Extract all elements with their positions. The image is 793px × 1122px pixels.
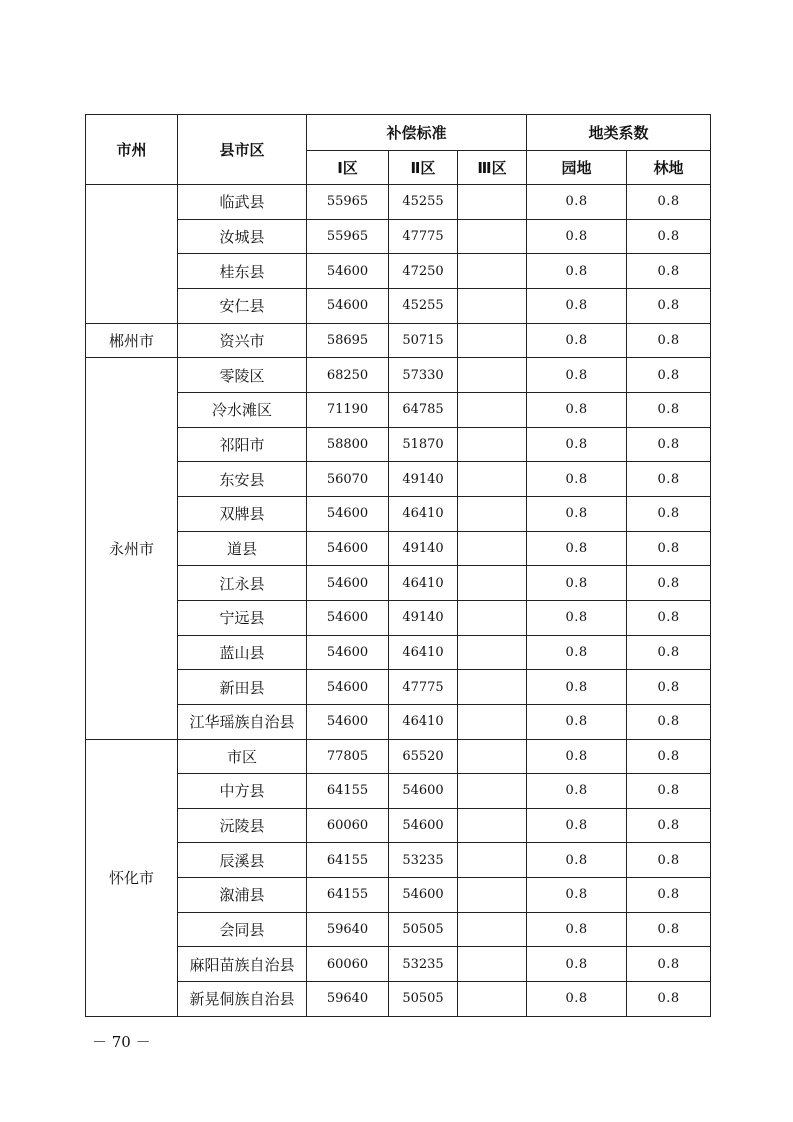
table-row (86, 358, 711, 393)
zone3-cell (458, 427, 527, 462)
zone1-cell: 64155 (307, 878, 389, 913)
forest-coef-cell: 0.8 (627, 323, 711, 358)
county-cell: 新田县 (178, 670, 307, 705)
zone1-cell: 54600 (307, 288, 389, 323)
county-cell: 冷水滩区 (178, 392, 307, 427)
zone3-cell (458, 566, 527, 601)
zone1-cell: 54600 (307, 531, 389, 566)
zone2-cell: 51870 (389, 427, 458, 462)
header-row-1 (86, 115, 711, 151)
zone1-cell: 71190 (307, 392, 389, 427)
zone2-cell: 49140 (389, 531, 458, 566)
forest-coef-cell: 0.8 (627, 739, 711, 774)
header-zone2: Ⅱ区 (389, 151, 458, 185)
county-cell: 溆浦县 (178, 878, 307, 913)
zone1-cell: 68250 (307, 358, 389, 393)
zone3-cell (458, 323, 527, 358)
zone3-cell (458, 254, 527, 289)
zone3-cell (458, 670, 527, 705)
county-cell: 资兴市 (178, 323, 307, 358)
garden-coef-cell: 0.8 (527, 427, 627, 462)
zone1-cell: 64155 (307, 774, 389, 809)
zone3-cell (458, 496, 527, 531)
table-row (86, 288, 711, 323)
header-forest: 林地 (627, 151, 711, 185)
zone1-cell: 54600 (307, 704, 389, 739)
zone1-cell: 58800 (307, 427, 389, 462)
table-row (86, 878, 711, 913)
table-row (86, 670, 711, 705)
zone1-cell: 59640 (307, 982, 389, 1017)
zone2-cell: 53235 (389, 843, 458, 878)
zone2-cell: 64785 (389, 392, 458, 427)
compensation-table (85, 114, 711, 1017)
zone1-cell: 64155 (307, 843, 389, 878)
forest-coef-cell: 0.8 (627, 878, 711, 913)
county-cell: 市区 (178, 739, 307, 774)
zone2-cell: 49140 (389, 462, 458, 497)
forest-coef-cell: 0.8 (627, 947, 711, 982)
forest-coef-cell: 0.8 (627, 185, 711, 220)
garden-coef-cell: 0.8 (527, 774, 627, 809)
zone1-cell: 54600 (307, 566, 389, 601)
county-cell: 临武县 (178, 185, 307, 220)
zone2-cell: 45255 (389, 288, 458, 323)
zone1-cell: 77805 (307, 739, 389, 774)
county-cell: 零陵区 (178, 358, 307, 393)
zone2-cell: 47250 (389, 254, 458, 289)
zone1-cell: 54600 (307, 670, 389, 705)
table-row (86, 600, 711, 635)
forest-coef-cell: 0.8 (627, 288, 711, 323)
header-zone1: Ⅰ区 (307, 151, 389, 185)
zone1-cell: 54600 (307, 635, 389, 670)
city-cell: 怀化市 (86, 739, 178, 1016)
county-cell: 会同县 (178, 912, 307, 947)
table-row (86, 219, 711, 254)
header-garden: 园地 (527, 151, 627, 185)
forest-coef-cell: 0.8 (627, 219, 711, 254)
page-number: － 70 － (92, 1033, 151, 1051)
zone3-cell (458, 739, 527, 774)
table-row (86, 531, 711, 566)
forest-coef-cell: 0.8 (627, 566, 711, 601)
zone2-cell: 57330 (389, 358, 458, 393)
garden-coef-cell: 0.8 (527, 878, 627, 913)
county-cell: 祁阳市 (178, 427, 307, 462)
zone3-cell (458, 912, 527, 947)
zone2-cell: 45255 (389, 185, 458, 220)
zone2-cell: 50505 (389, 912, 458, 947)
zone3-cell (458, 982, 527, 1017)
zone3-cell (458, 600, 527, 635)
garden-coef-cell: 0.8 (527, 531, 627, 566)
zone2-cell: 46410 (389, 635, 458, 670)
garden-coef-cell: 0.8 (527, 254, 627, 289)
garden-coef-cell: 0.8 (527, 808, 627, 843)
zone3-cell (458, 531, 527, 566)
zone3-cell (458, 358, 527, 393)
forest-coef-cell: 0.8 (627, 982, 711, 1017)
table-row (86, 704, 711, 739)
garden-coef-cell: 0.8 (527, 600, 627, 635)
table-row (86, 254, 711, 289)
county-cell: 汝城县 (178, 219, 307, 254)
table-row (86, 392, 711, 427)
county-cell: 安仁县 (178, 288, 307, 323)
zone1-cell: 54600 (307, 254, 389, 289)
forest-coef-cell: 0.8 (627, 254, 711, 289)
forest-coef-cell: 0.8 (627, 635, 711, 670)
forest-coef-cell: 0.8 (627, 843, 711, 878)
header-city: 市州 (86, 115, 178, 185)
city-cell: 郴州市 (86, 323, 178, 358)
zone2-cell: 47775 (389, 219, 458, 254)
table-row (86, 843, 711, 878)
forest-coef-cell: 0.8 (627, 427, 711, 462)
zone2-cell: 47775 (389, 670, 458, 705)
forest-coef-cell: 0.8 (627, 462, 711, 497)
city-cell: 永州市 (86, 358, 178, 739)
forest-coef-cell: 0.8 (627, 808, 711, 843)
zone1-cell: 54600 (307, 600, 389, 635)
garden-coef-cell: 0.8 (527, 323, 627, 358)
zone3-cell (458, 947, 527, 982)
county-cell: 宁远县 (178, 600, 307, 635)
county-cell: 东安县 (178, 462, 307, 497)
forest-coef-cell: 0.8 (627, 496, 711, 531)
zone3-cell (458, 462, 527, 497)
garden-coef-cell: 0.8 (527, 566, 627, 601)
zone1-cell: 60060 (307, 947, 389, 982)
garden-coef-cell: 0.8 (527, 843, 627, 878)
zone3-cell (458, 878, 527, 913)
county-cell: 中方县 (178, 774, 307, 809)
zone3-cell (458, 808, 527, 843)
table-row (86, 982, 711, 1017)
zone3-cell (458, 392, 527, 427)
zone2-cell: 54600 (389, 808, 458, 843)
forest-coef-cell: 0.8 (627, 392, 711, 427)
table-row (86, 947, 711, 982)
county-cell: 江华瑶族自治县 (178, 704, 307, 739)
garden-coef-cell: 0.8 (527, 392, 627, 427)
garden-coef-cell: 0.8 (527, 462, 627, 497)
garden-coef-cell: 0.8 (527, 185, 627, 220)
county-cell: 道县 (178, 531, 307, 566)
zone1-cell: 60060 (307, 808, 389, 843)
zone2-cell: 50505 (389, 982, 458, 1017)
county-cell: 江永县 (178, 566, 307, 601)
zone2-cell: 46410 (389, 566, 458, 601)
zone1-cell: 58695 (307, 323, 389, 358)
garden-coef-cell: 0.8 (527, 288, 627, 323)
header-coef: 地类系数 (527, 115, 711, 151)
county-cell: 新晃侗族自治县 (178, 982, 307, 1017)
table-row (86, 323, 711, 358)
header-zone3: Ⅲ区 (458, 151, 527, 185)
zone1-cell: 55965 (307, 185, 389, 220)
county-cell: 双牌县 (178, 496, 307, 531)
table-row (86, 808, 711, 843)
county-cell: 蓝山县 (178, 635, 307, 670)
zone2-cell: 49140 (389, 600, 458, 635)
zone2-cell: 54600 (389, 774, 458, 809)
garden-coef-cell: 0.8 (527, 635, 627, 670)
county-cell: 桂东县 (178, 254, 307, 289)
zone2-cell: 50715 (389, 323, 458, 358)
table-body (86, 185, 711, 1017)
table-row (86, 635, 711, 670)
header-standard: 补偿标准 (307, 115, 527, 151)
zone3-cell (458, 704, 527, 739)
zone3-cell (458, 635, 527, 670)
zone2-cell: 46410 (389, 704, 458, 739)
county-cell: 沅陵县 (178, 808, 307, 843)
forest-coef-cell: 0.8 (627, 912, 711, 947)
zone3-cell (458, 219, 527, 254)
zone1-cell: 56070 (307, 462, 389, 497)
garden-coef-cell: 0.8 (527, 912, 627, 947)
forest-coef-cell: 0.8 (627, 704, 711, 739)
table-row (86, 462, 711, 497)
zone2-cell: 65520 (389, 739, 458, 774)
table-row (86, 566, 711, 601)
garden-coef-cell: 0.8 (527, 704, 627, 739)
zone3-cell (458, 288, 527, 323)
table-row (86, 185, 711, 220)
table-row (86, 912, 711, 947)
garden-coef-cell: 0.8 (527, 982, 627, 1017)
garden-coef-cell: 0.8 (527, 947, 627, 982)
garden-coef-cell: 0.8 (527, 496, 627, 531)
header-county: 县市区 (178, 115, 307, 185)
forest-coef-cell: 0.8 (627, 774, 711, 809)
table-row (86, 496, 711, 531)
garden-coef-cell: 0.8 (527, 358, 627, 393)
county-cell: 辰溪县 (178, 843, 307, 878)
garden-coef-cell: 0.8 (527, 739, 627, 774)
city-cell (86, 185, 178, 324)
garden-coef-cell: 0.8 (527, 219, 627, 254)
zone2-cell: 54600 (389, 878, 458, 913)
county-cell: 麻阳苗族自治县 (178, 947, 307, 982)
zone1-cell: 55965 (307, 219, 389, 254)
zone3-cell (458, 843, 527, 878)
zone1-cell: 54600 (307, 496, 389, 531)
forest-coef-cell: 0.8 (627, 600, 711, 635)
zone3-cell (458, 185, 527, 220)
forest-coef-cell: 0.8 (627, 670, 711, 705)
zone2-cell: 46410 (389, 496, 458, 531)
table-row (86, 739, 711, 774)
table-row (86, 774, 711, 809)
garden-coef-cell: 0.8 (527, 670, 627, 705)
table-row (86, 427, 711, 462)
forest-coef-cell: 0.8 (627, 358, 711, 393)
zone1-cell: 59640 (307, 912, 389, 947)
forest-coef-cell: 0.8 (627, 531, 711, 566)
zone2-cell: 53235 (389, 947, 458, 982)
zone3-cell (458, 774, 527, 809)
